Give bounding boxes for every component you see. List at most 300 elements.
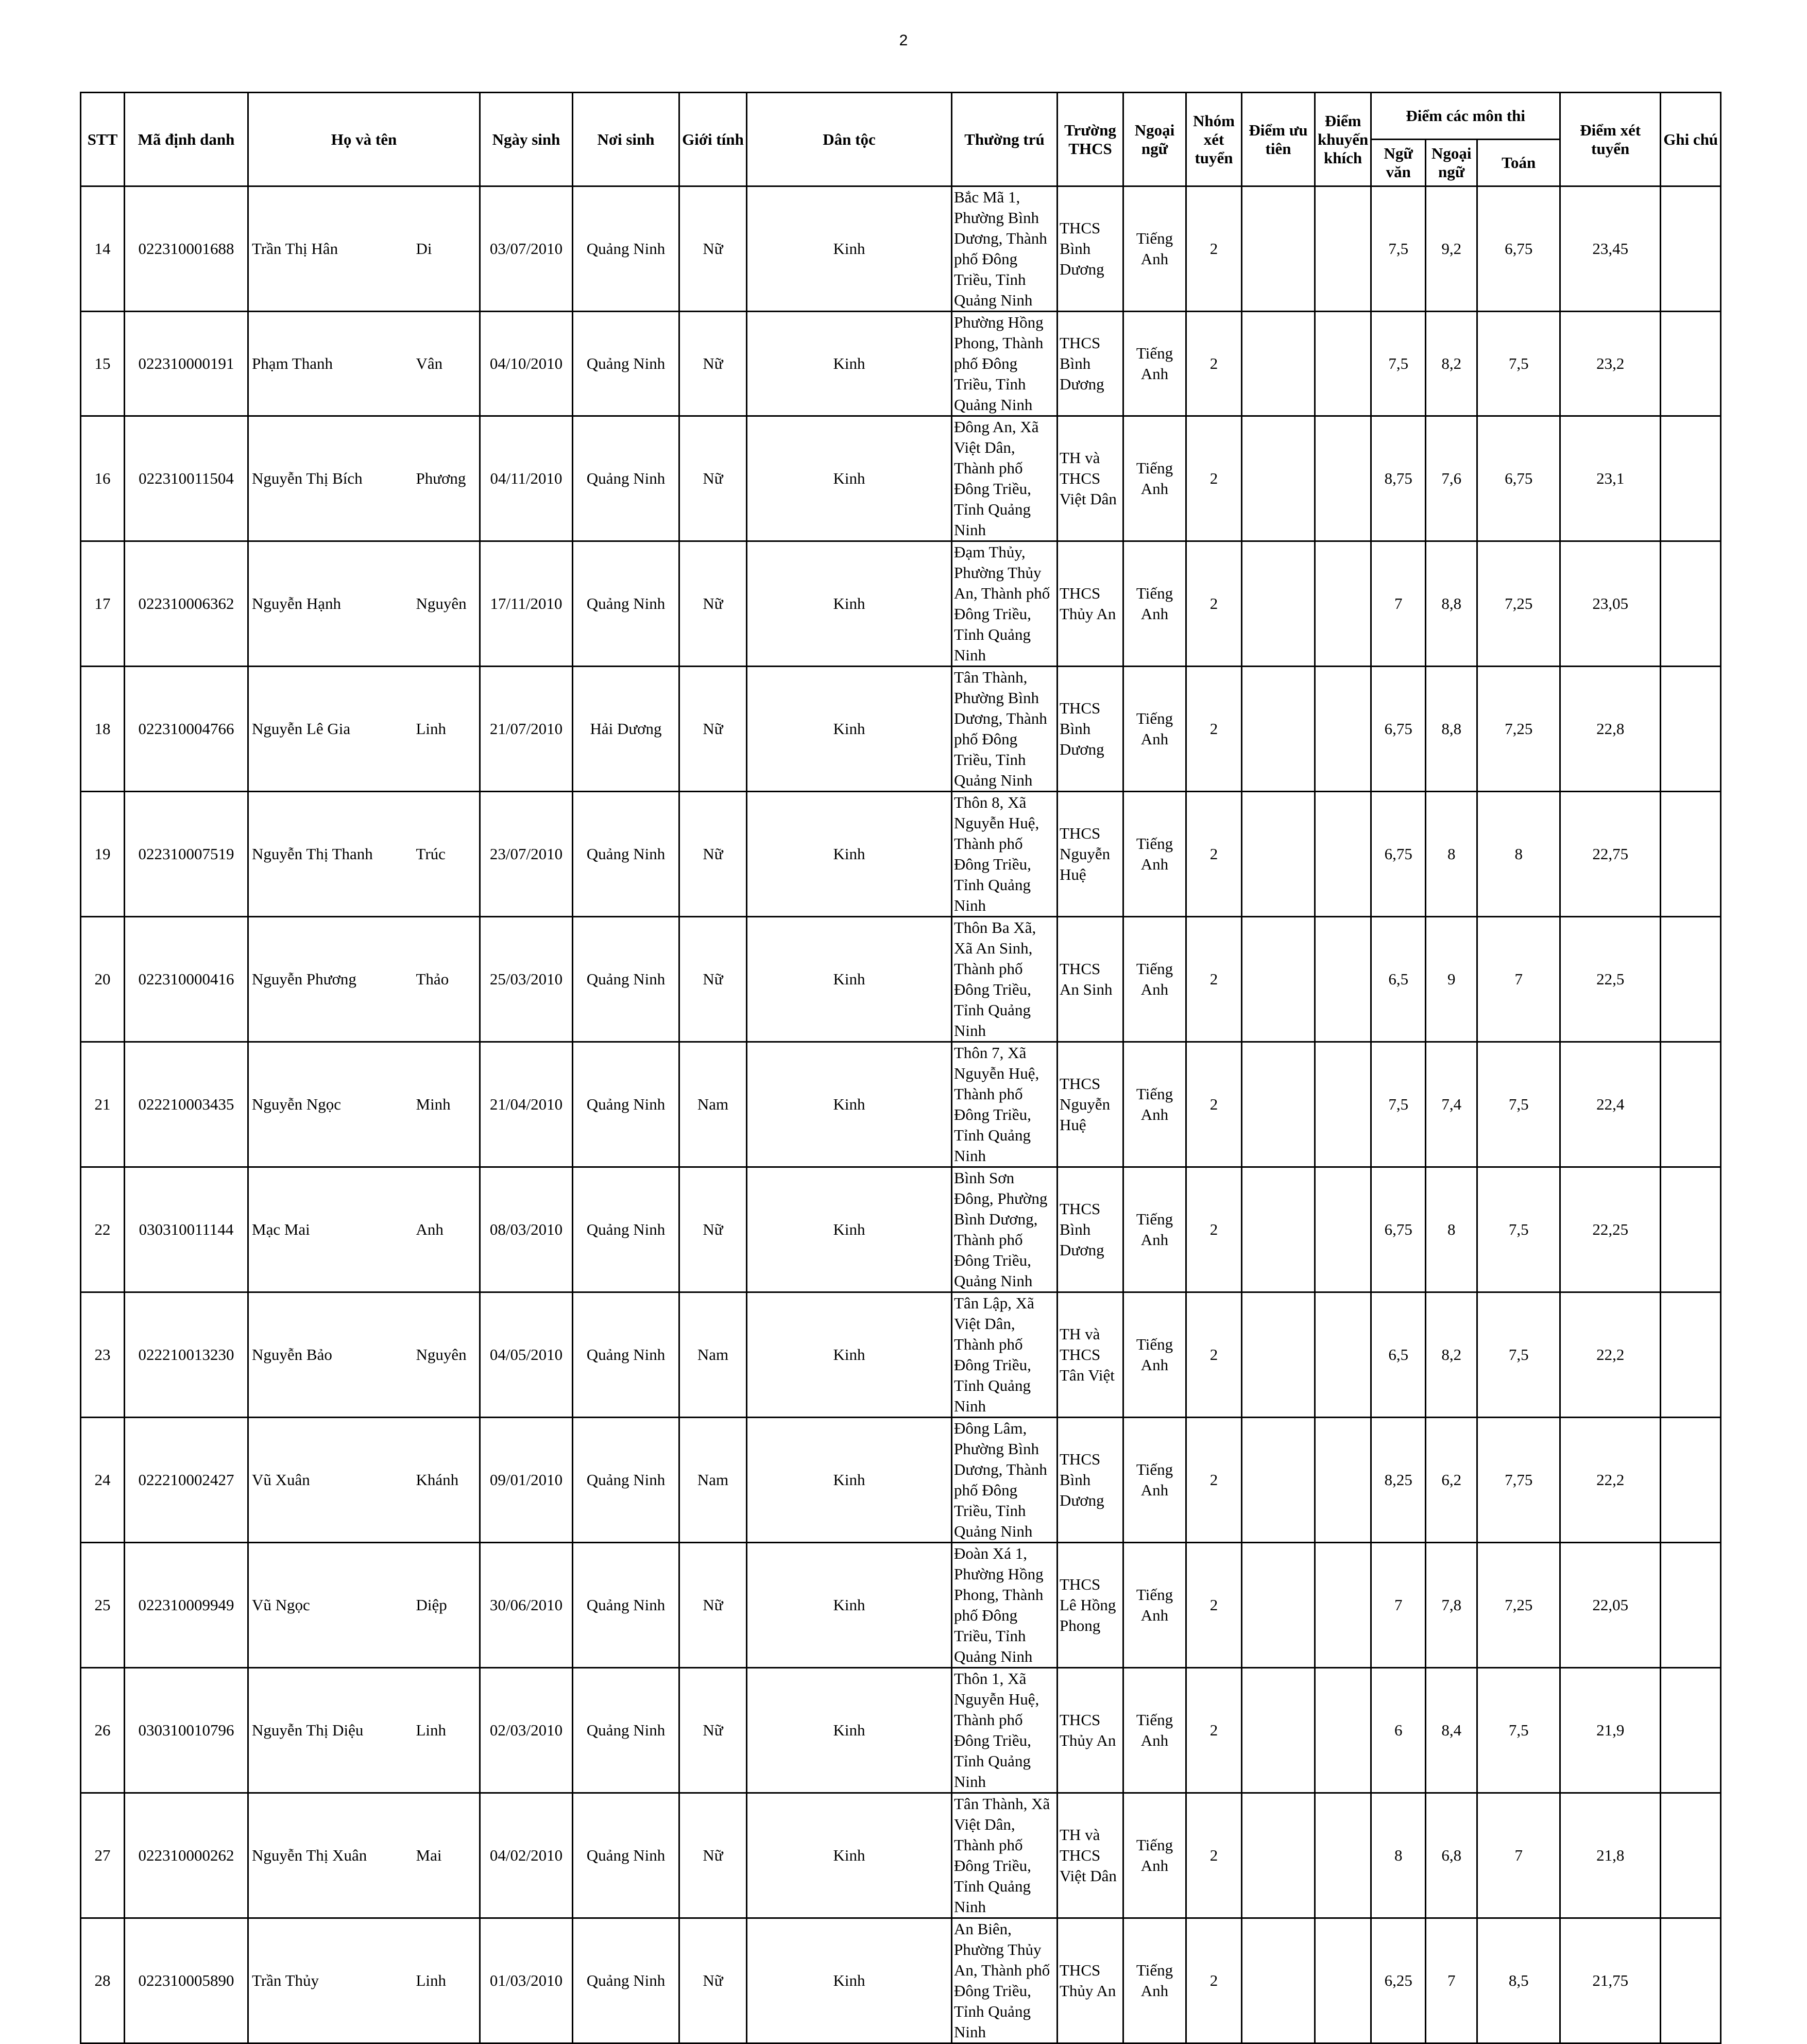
cell-diem-uu-tien: [1242, 186, 1315, 312]
cell-diem-uu-tien: [1242, 792, 1315, 917]
cell-truong-thcs: THCS Bình Dương: [1058, 186, 1123, 312]
table-row: [81, 1292, 1721, 1418]
cell-ngu-van: 7,5: [1371, 312, 1426, 416]
cell-ngoai-ngu: Tiếng Anh: [1123, 1167, 1186, 1292]
cell-toan: 7,25: [1477, 541, 1560, 667]
cell-diem-khuyen-khich: [1315, 416, 1371, 541]
cell-ten: Nguyên: [416, 1292, 480, 1418]
cell-toan: 7,5: [1477, 1042, 1560, 1167]
cell-truong-thcs: THCS Thủy An: [1058, 1918, 1123, 2043]
cell-ghi-chu: [1661, 186, 1721, 312]
cell-ma-dinh-danh: 022310004766: [125, 667, 248, 792]
cell-nhom-xet-tuyen: 2: [1186, 1668, 1242, 1793]
cell-stt: 17: [81, 541, 125, 667]
cell-nhom-xet-tuyen: 2: [1186, 1167, 1242, 1292]
cell-gioi-tinh: Nam: [679, 1418, 747, 1543]
cell-diem-xet-tuyen: 22,8: [1560, 667, 1661, 792]
cell-thuong-tru: Bình Sơn Đông, Phường Bình Dương, Thành phố Đông Triều, Quảng Ninh: [952, 1167, 1058, 1292]
header-nhom-xet-tuyen: Nhóm xét tuyển: [1186, 93, 1242, 186]
cell-diem-khuyen-khich: [1315, 1668, 1371, 1793]
cell-noi-sinh: Quảng Ninh: [573, 917, 679, 1042]
cell-noi-sinh: Hải Dương: [573, 667, 679, 792]
cell-nhom-xet-tuyen: 2: [1186, 1543, 1242, 1668]
cell-ngay-sinh: 03/07/2010: [480, 186, 573, 312]
cell-ngay-sinh: 01/03/2010: [480, 1918, 573, 2043]
cell-diem-xet-tuyen: 22,4: [1560, 1042, 1661, 1167]
cell-diem-uu-tien: [1242, 917, 1315, 1042]
cell-stt: 20: [81, 917, 125, 1042]
cell-ho: Nguyễn Hạnh: [248, 541, 416, 667]
table-row: [81, 541, 1721, 667]
cell-ghi-chu: [1661, 1292, 1721, 1418]
cell-ma-dinh-danh: 022310005890: [125, 1918, 248, 2043]
table-row: [81, 416, 1721, 541]
cell-ten: Phương: [416, 416, 480, 541]
cell-gioi-tinh: Nữ: [679, 1793, 747, 1918]
cell-thuong-tru: An Biên, Phường Thủy An, Thành phố Đông Triều, Tỉnh Quảng Ninh: [952, 1918, 1058, 2043]
cell-diem-khuyen-khich: [1315, 667, 1371, 792]
cell-dan-toc: Kinh: [747, 1543, 952, 1668]
cell-noi-sinh: Quảng Ninh: [573, 541, 679, 667]
cell-ngay-sinh: 04/10/2010: [480, 312, 573, 416]
cell-truong-thcs: THCS Thủy An: [1058, 1668, 1123, 1793]
cell-thuong-tru: Phường Hồng Phong, Thành phố Đông Triều, Tỉnh Quảng Ninh: [952, 312, 1058, 416]
cell-ho: Trần Thủy: [248, 1918, 416, 2043]
cell-ho: Nguyễn Thị Xuân: [248, 1793, 416, 1918]
cell-nhom-xet-tuyen: 2: [1186, 416, 1242, 541]
table-row: [81, 1543, 1721, 1668]
cell-ngu-van: 6,25: [1371, 1918, 1426, 2043]
cell-diem-xet-tuyen: 23,45: [1560, 186, 1661, 312]
table-row: [81, 792, 1721, 917]
cell-ghi-chu: [1661, 1543, 1721, 1668]
cell-ma-dinh-danh: 022210003435: [125, 1042, 248, 1167]
cell-ma-dinh-danh: 022210013230: [125, 1292, 248, 1418]
cell-ghi-chu: [1661, 1793, 1721, 1918]
cell-ho: Phạm Thanh: [248, 312, 416, 416]
cell-ten: Thảo: [416, 917, 480, 1042]
cell-diem-uu-tien: [1242, 312, 1315, 416]
cell-ngoai-ngu: Tiếng Anh: [1123, 1418, 1186, 1543]
cell-ghi-chu: [1661, 1042, 1721, 1167]
cell-gioi-tinh: Nữ: [679, 917, 747, 1042]
cell-ghi-chu: [1661, 1668, 1721, 1793]
cell-diem-uu-tien: [1242, 1918, 1315, 2043]
cell-ho: Vũ Ngọc: [248, 1543, 416, 1668]
cell-nhom-xet-tuyen: 2: [1186, 917, 1242, 1042]
cell-ghi-chu: [1661, 792, 1721, 917]
cell-stt: 25: [81, 1543, 125, 1668]
cell-stt: 22: [81, 1167, 125, 1292]
cell-thuong-tru: Đông Lâm, Phường Bình Dương, Thành phố Đông Triều, Tỉnh Quảng Ninh: [952, 1418, 1058, 1543]
cell-dan-toc: Kinh: [747, 312, 952, 416]
cell-diem-uu-tien: [1242, 1167, 1315, 1292]
cell-ngoai-ngu-diem: 8,2: [1426, 312, 1477, 416]
cell-ngoai-ngu: Tiếng Anh: [1123, 416, 1186, 541]
cell-diem-xet-tuyen: 22,2: [1560, 1292, 1661, 1418]
cell-ten: Linh: [416, 1668, 480, 1793]
cell-ngoai-ngu-diem: 8: [1426, 1167, 1477, 1292]
cell-diem-khuyen-khich: [1315, 312, 1371, 416]
cell-noi-sinh: Quảng Ninh: [573, 1042, 679, 1167]
cell-noi-sinh: Quảng Ninh: [573, 416, 679, 541]
cell-truong-thcs: THCS Nguyễn Huệ: [1058, 1042, 1123, 1167]
cell-diem-khuyen-khich: [1315, 792, 1371, 917]
cell-ma-dinh-danh: 022310000416: [125, 917, 248, 1042]
cell-truong-thcs: TH và THCS Việt Dân: [1058, 1793, 1123, 1918]
cell-ngay-sinh: 17/11/2010: [480, 541, 573, 667]
cell-ngu-van: 8: [1371, 1793, 1426, 1918]
cell-dan-toc: Kinh: [747, 1167, 952, 1292]
cell-diem-xet-tuyen: 23,2: [1560, 312, 1661, 416]
cell-stt: 16: [81, 416, 125, 541]
cell-thuong-tru: Đoàn Xá 1, Phường Hồng Phong, Thành phố Đông Triều, Tỉnh Quảng Ninh: [952, 1543, 1058, 1668]
table-row: [81, 1793, 1721, 1918]
cell-stt: 28: [81, 1918, 125, 2043]
cell-noi-sinh: Quảng Ninh: [573, 1292, 679, 1418]
cell-toan: 8: [1477, 792, 1560, 917]
cell-ghi-chu: [1661, 312, 1721, 416]
cell-ngu-van: 6,75: [1371, 792, 1426, 917]
cell-ho: Mạc Mai: [248, 1167, 416, 1292]
cell-diem-khuyen-khich: [1315, 1918, 1371, 2043]
cell-noi-sinh: Quảng Ninh: [573, 792, 679, 917]
header-truong-thcs: Trường THCS: [1058, 93, 1123, 186]
header-toan: Toán: [1477, 140, 1560, 186]
cell-diem-khuyen-khich: [1315, 541, 1371, 667]
cell-diem-xet-tuyen: 23,05: [1560, 541, 1661, 667]
cell-dan-toc: Kinh: [747, 186, 952, 312]
cell-gioi-tinh: Nữ: [679, 1918, 747, 2043]
cell-nhom-xet-tuyen: 2: [1186, 186, 1242, 312]
cell-ho: Trần Thị Hân: [248, 186, 416, 312]
cell-truong-thcs: THCS Bình Dương: [1058, 1418, 1123, 1543]
cell-nhom-xet-tuyen: 2: [1186, 1042, 1242, 1167]
cell-ma-dinh-danh: 022310000262: [125, 1793, 248, 1918]
cell-ho: Nguyễn Thị Bích: [248, 416, 416, 541]
cell-ghi-chu: [1661, 1167, 1721, 1292]
cell-stt: 21: [81, 1042, 125, 1167]
cell-ngu-van: 7,5: [1371, 1042, 1426, 1167]
cell-diem-xet-tuyen: 23,1: [1560, 416, 1661, 541]
cell-truong-thcs: TH và THCS Việt Dân: [1058, 416, 1123, 541]
cell-dan-toc: Kinh: [747, 1793, 952, 1918]
cell-ten: Di: [416, 186, 480, 312]
cell-toan: 7,75: [1477, 1418, 1560, 1543]
cell-ten: Minh: [416, 1042, 480, 1167]
cell-stt: 19: [81, 792, 125, 917]
cell-ghi-chu: [1661, 917, 1721, 1042]
cell-truong-thcs: THCS An Sinh: [1058, 917, 1123, 1042]
header-diem-khuyen-khich: Điểm khuyến khích: [1315, 93, 1371, 186]
cell-diem-uu-tien: [1242, 1042, 1315, 1167]
cell-diem-xet-tuyen: 21,75: [1560, 1918, 1661, 2043]
cell-gioi-tinh: Nữ: [679, 792, 747, 917]
cell-diem-uu-tien: [1242, 1543, 1315, 1668]
table-row: [81, 1418, 1721, 1543]
cell-ghi-chu: [1661, 1418, 1721, 1543]
header-ho-va-ten: Họ và tên: [248, 93, 480, 186]
cell-truong-thcs: THCS Lê Hồng Phong: [1058, 1543, 1123, 1668]
header-diem-xet-tuyen: Điểm xét tuyển: [1560, 93, 1661, 186]
cell-dan-toc: Kinh: [747, 1418, 952, 1543]
cell-toan: 7,5: [1477, 312, 1560, 416]
cell-dan-toc: Kinh: [747, 667, 952, 792]
cell-ngu-van: 6,75: [1371, 1167, 1426, 1292]
cell-ma-dinh-danh: 022310001688: [125, 186, 248, 312]
cell-ghi-chu: [1661, 541, 1721, 667]
cell-nhom-xet-tuyen: 2: [1186, 1918, 1242, 2043]
cell-toan: 8,5: [1477, 1918, 1560, 2043]
cell-diem-khuyen-khich: [1315, 1167, 1371, 1292]
cell-toan: 7,5: [1477, 1167, 1560, 1292]
cell-noi-sinh: Quảng Ninh: [573, 1793, 679, 1918]
cell-diem-uu-tien: [1242, 541, 1315, 667]
cell-ngay-sinh: 04/02/2010: [480, 1793, 573, 1918]
cell-truong-thcs: THCS Bình Dương: [1058, 312, 1123, 416]
cell-truong-thcs: THCS Nguyễn Huệ: [1058, 792, 1123, 917]
cell-stt: 27: [81, 1793, 125, 1918]
header-ngay-sinh: Ngày sinh: [480, 93, 573, 186]
cell-nhom-xet-tuyen: 2: [1186, 792, 1242, 917]
cell-toan: 6,75: [1477, 186, 1560, 312]
cell-thuong-tru: Thôn 7, Xã Nguyễn Huệ, Thành phố Đông Triều, Tỉnh Quảng Ninh: [952, 1042, 1058, 1167]
cell-noi-sinh: Quảng Ninh: [573, 186, 679, 312]
cell-stt: 23: [81, 1292, 125, 1418]
cell-diem-khuyen-khich: [1315, 1292, 1371, 1418]
cell-ngu-van: 6: [1371, 1668, 1426, 1793]
cell-noi-sinh: Quảng Ninh: [573, 1918, 679, 2043]
cell-ghi-chu: [1661, 416, 1721, 541]
cell-ngu-van: 6,5: [1371, 917, 1426, 1042]
table-row: [81, 312, 1721, 416]
cell-diem-xet-tuyen: 22,5: [1560, 917, 1661, 1042]
cell-ngoai-ngu: Tiếng Anh: [1123, 917, 1186, 1042]
header-diem-uu-tien: Điểm ưu tiên: [1242, 93, 1315, 186]
cell-stt: 26: [81, 1668, 125, 1793]
cell-ten: Diệp: [416, 1543, 480, 1668]
cell-thuong-tru: Thôn 8, Xã Nguyễn Huệ, Thành phố Đông Triều, Tỉnh Quảng Ninh: [952, 792, 1058, 917]
cell-ho: Nguyễn Bảo: [248, 1292, 416, 1418]
cell-diem-xet-tuyen: 21,9: [1560, 1668, 1661, 1793]
cell-diem-xet-tuyen: 22,25: [1560, 1167, 1661, 1292]
cell-dan-toc: Kinh: [747, 416, 952, 541]
cell-ngoai-ngu-diem: 7,8: [1426, 1543, 1477, 1668]
header-ngu-van: Ngữ văn: [1371, 140, 1426, 186]
cell-ten: Nguyên: [416, 541, 480, 667]
cell-diem-uu-tien: [1242, 416, 1315, 541]
cell-ma-dinh-danh: 022310006362: [125, 541, 248, 667]
cell-diem-uu-tien: [1242, 1793, 1315, 1918]
cell-ho: Vũ Xuân: [248, 1418, 416, 1543]
cell-gioi-tinh: Nữ: [679, 186, 747, 312]
cell-gioi-tinh: Nữ: [679, 667, 747, 792]
cell-ngu-van: 7,5: [1371, 186, 1426, 312]
cell-ngoai-ngu: Tiếng Anh: [1123, 1793, 1186, 1918]
cell-thuong-tru: Tân Thành, Xã Việt Dân, Thành phố Đông Triều, Tỉnh Quảng Ninh: [952, 1793, 1058, 1918]
cell-ten: Linh: [416, 667, 480, 792]
cell-ngoai-ngu-diem: 7: [1426, 1918, 1477, 2043]
cell-thuong-tru: Bắc Mã 1, Phường Bình Dương, Thành phố Đông Triều, Tỉnh Quảng Ninh: [952, 186, 1058, 312]
cell-ngay-sinh: 02/03/2010: [480, 1668, 573, 1793]
table-row: [81, 917, 1721, 1042]
cell-ngoai-ngu-diem: 8,8: [1426, 667, 1477, 792]
cell-ma-dinh-danh: 030310010796: [125, 1668, 248, 1793]
cell-ho: Nguyễn Phương: [248, 917, 416, 1042]
cell-noi-sinh: Quảng Ninh: [573, 312, 679, 416]
cell-ngoai-ngu-diem: 9,2: [1426, 186, 1477, 312]
cell-ten: Vân: [416, 312, 480, 416]
cell-ngay-sinh: 09/01/2010: [480, 1418, 573, 1543]
cell-diem-uu-tien: [1242, 1668, 1315, 1793]
cell-nhom-xet-tuyen: 2: [1186, 667, 1242, 792]
cell-ho: Nguyễn Lê Gia: [248, 667, 416, 792]
cell-ngoai-ngu-diem: 8,4: [1426, 1668, 1477, 1793]
cell-stt: 15: [81, 312, 125, 416]
cell-ngoai-ngu: Tiếng Anh: [1123, 1668, 1186, 1793]
cell-ngoai-ngu: Tiếng Anh: [1123, 792, 1186, 917]
cell-ngu-van: 6,75: [1371, 667, 1426, 792]
cell-truong-thcs: THCS Bình Dương: [1058, 1167, 1123, 1292]
cell-truong-thcs: THCS Thủy An: [1058, 541, 1123, 667]
header-diem-cac-mon-thi: Điểm các môn thi: [1371, 93, 1560, 140]
cell-truong-thcs: TH và THCS Tân Việt: [1058, 1292, 1123, 1418]
cell-gioi-tinh: Nữ: [679, 1167, 747, 1292]
header-noi-sinh: Nơi sinh: [573, 93, 679, 186]
cell-ma-dinh-danh: 022310007519: [125, 792, 248, 917]
cell-toan: 7,5: [1477, 1668, 1560, 1793]
cell-ngoai-ngu: Tiếng Anh: [1123, 312, 1186, 416]
cell-thuong-tru: Thôn Ba Xã, Xã An Sinh, Thành phố Đông Triều, Tỉnh Quảng Ninh: [952, 917, 1058, 1042]
table-row: [81, 1167, 1721, 1292]
cell-gioi-tinh: Nữ: [679, 1668, 747, 1793]
cell-noi-sinh: Quảng Ninh: [573, 1418, 679, 1543]
cell-ngoai-ngu: Tiếng Anh: [1123, 1543, 1186, 1668]
cell-stt: 24: [81, 1418, 125, 1543]
page-number: 2: [899, 32, 908, 49]
cell-thuong-tru: Đạm Thủy, Phường Thủy An, Thành phố Đông Triều, Tỉnh Quảng Ninh: [952, 541, 1058, 667]
cell-ngoai-ngu: Tiếng Anh: [1123, 186, 1186, 312]
cell-ten: Khánh: [416, 1418, 480, 1543]
cell-ma-dinh-danh: 022310011504: [125, 416, 248, 541]
cell-truong-thcs: THCS Bình Dương: [1058, 667, 1123, 792]
table-row: [81, 667, 1721, 792]
cell-ngay-sinh: 23/07/2010: [480, 792, 573, 917]
cell-dan-toc: Kinh: [747, 917, 952, 1042]
cell-ngoai-ngu-diem: 7,6: [1426, 416, 1477, 541]
cell-ngu-van: 8,75: [1371, 416, 1426, 541]
cell-diem-uu-tien: [1242, 1418, 1315, 1543]
table-row: [81, 1668, 1721, 1793]
cell-ngay-sinh: 04/11/2010: [480, 416, 573, 541]
cell-dan-toc: Kinh: [747, 792, 952, 917]
cell-ten: Linh: [416, 1918, 480, 2043]
cell-ngoai-ngu-diem: 7,4: [1426, 1042, 1477, 1167]
cell-ghi-chu: [1661, 1918, 1721, 2043]
header-ngoai-ngu-mon: Ngoại ngữ: [1426, 140, 1477, 186]
cell-ngoai-ngu-diem: 6,2: [1426, 1418, 1477, 1543]
cell-ngoai-ngu: Tiếng Anh: [1123, 1042, 1186, 1167]
cell-ma-dinh-danh: 022310000191: [125, 312, 248, 416]
header-gioi-tinh: Giới tính: [679, 93, 747, 186]
cell-ma-dinh-danh: 030310011144: [125, 1167, 248, 1292]
cell-ngay-sinh: 25/03/2010: [480, 917, 573, 1042]
cell-diem-khuyen-khich: [1315, 1418, 1371, 1543]
cell-diem-xet-tuyen: 22,2: [1560, 1418, 1661, 1543]
cell-diem-xet-tuyen: 22,75: [1560, 792, 1661, 917]
cell-ngay-sinh: 21/04/2010: [480, 1042, 573, 1167]
table-row: [81, 1918, 1721, 2043]
cell-dan-toc: Kinh: [747, 1668, 952, 1793]
cell-ho: Nguyễn Ngọc: [248, 1042, 416, 1167]
cell-toan: 7,25: [1477, 667, 1560, 792]
cell-diem-khuyen-khich: [1315, 1793, 1371, 1918]
cell-thuong-tru: Tân Lập, Xã Việt Dân, Thành phố Đông Triều, Tỉnh Quảng Ninh: [952, 1292, 1058, 1418]
cell-diem-xet-tuyen: 21,8: [1560, 1793, 1661, 1918]
cell-ngoai-ngu: Tiếng Anh: [1123, 1918, 1186, 2043]
cell-toan: 6,75: [1477, 416, 1560, 541]
header-thuong-tru: Thường trú: [952, 93, 1058, 186]
cell-diem-khuyen-khich: [1315, 1543, 1371, 1668]
table-body: [81, 186, 1721, 2043]
cell-diem-uu-tien: [1242, 667, 1315, 792]
cell-gioi-tinh: Nam: [679, 1292, 747, 1418]
cell-ngu-van: 6,5: [1371, 1292, 1426, 1418]
cell-toan: 7,5: [1477, 1292, 1560, 1418]
cell-gioi-tinh: Nữ: [679, 1543, 747, 1668]
cell-ngoai-ngu-diem: 8: [1426, 792, 1477, 917]
cell-ngoai-ngu-diem: 9: [1426, 917, 1477, 1042]
cell-ngoai-ngu: Tiếng Anh: [1123, 541, 1186, 667]
cell-nhom-xet-tuyen: 2: [1186, 312, 1242, 416]
cell-stt: 18: [81, 667, 125, 792]
cell-thuong-tru: Đông An, Xã Việt Dân, Thành phố Đông Triều, Tỉnh Quảng Ninh: [952, 416, 1058, 541]
header-row: [81, 93, 1721, 140]
cell-nhom-xet-tuyen: 2: [1186, 541, 1242, 667]
header-ghi-chu: Ghi chú: [1661, 93, 1721, 186]
table-row: [81, 1042, 1721, 1167]
cell-thuong-tru: Tân Thành, Phường Bình Dương, Thành phố Đông Triều, Tỉnh Quảng Ninh: [952, 667, 1058, 792]
header-stt: STT: [81, 93, 125, 186]
cell-dan-toc: Kinh: [747, 1292, 952, 1418]
cell-ngoai-ngu: Tiếng Anh: [1123, 667, 1186, 792]
cell-ghi-chu: [1661, 667, 1721, 792]
cell-ngoai-ngu-diem: 8,8: [1426, 541, 1477, 667]
cell-ngoai-ngu-diem: 6,8: [1426, 1793, 1477, 1918]
table-row: [81, 186, 1721, 312]
cell-diem-uu-tien: [1242, 1292, 1315, 1418]
cell-ten: Mai: [416, 1793, 480, 1918]
cell-gioi-tinh: Nữ: [679, 541, 747, 667]
cell-gioi-tinh: Nam: [679, 1042, 747, 1167]
cell-ngu-van: 7: [1371, 1543, 1426, 1668]
cell-dan-toc: Kinh: [747, 1042, 952, 1167]
admission-results-table: [80, 92, 1721, 2044]
cell-ngoai-ngu-diem: 8,2: [1426, 1292, 1477, 1418]
cell-ngu-van: 7: [1371, 541, 1426, 667]
cell-noi-sinh: Quảng Ninh: [573, 1543, 679, 1668]
header-dan-toc: Dân tộc: [747, 93, 952, 186]
cell-ten: Anh: [416, 1167, 480, 1292]
cell-nhom-xet-tuyen: 2: [1186, 1292, 1242, 1418]
cell-ngoai-ngu: Tiếng Anh: [1123, 1292, 1186, 1418]
cell-ho: Nguyễn Thị Diệu: [248, 1668, 416, 1793]
cell-ngay-sinh: 21/07/2010: [480, 667, 573, 792]
cell-ngay-sinh: 30/06/2010: [480, 1543, 573, 1668]
cell-diem-khuyen-khich: [1315, 917, 1371, 1042]
header-ngoai-ngu: Ngoại ngữ: [1123, 93, 1186, 186]
cell-gioi-tinh: Nữ: [679, 312, 747, 416]
